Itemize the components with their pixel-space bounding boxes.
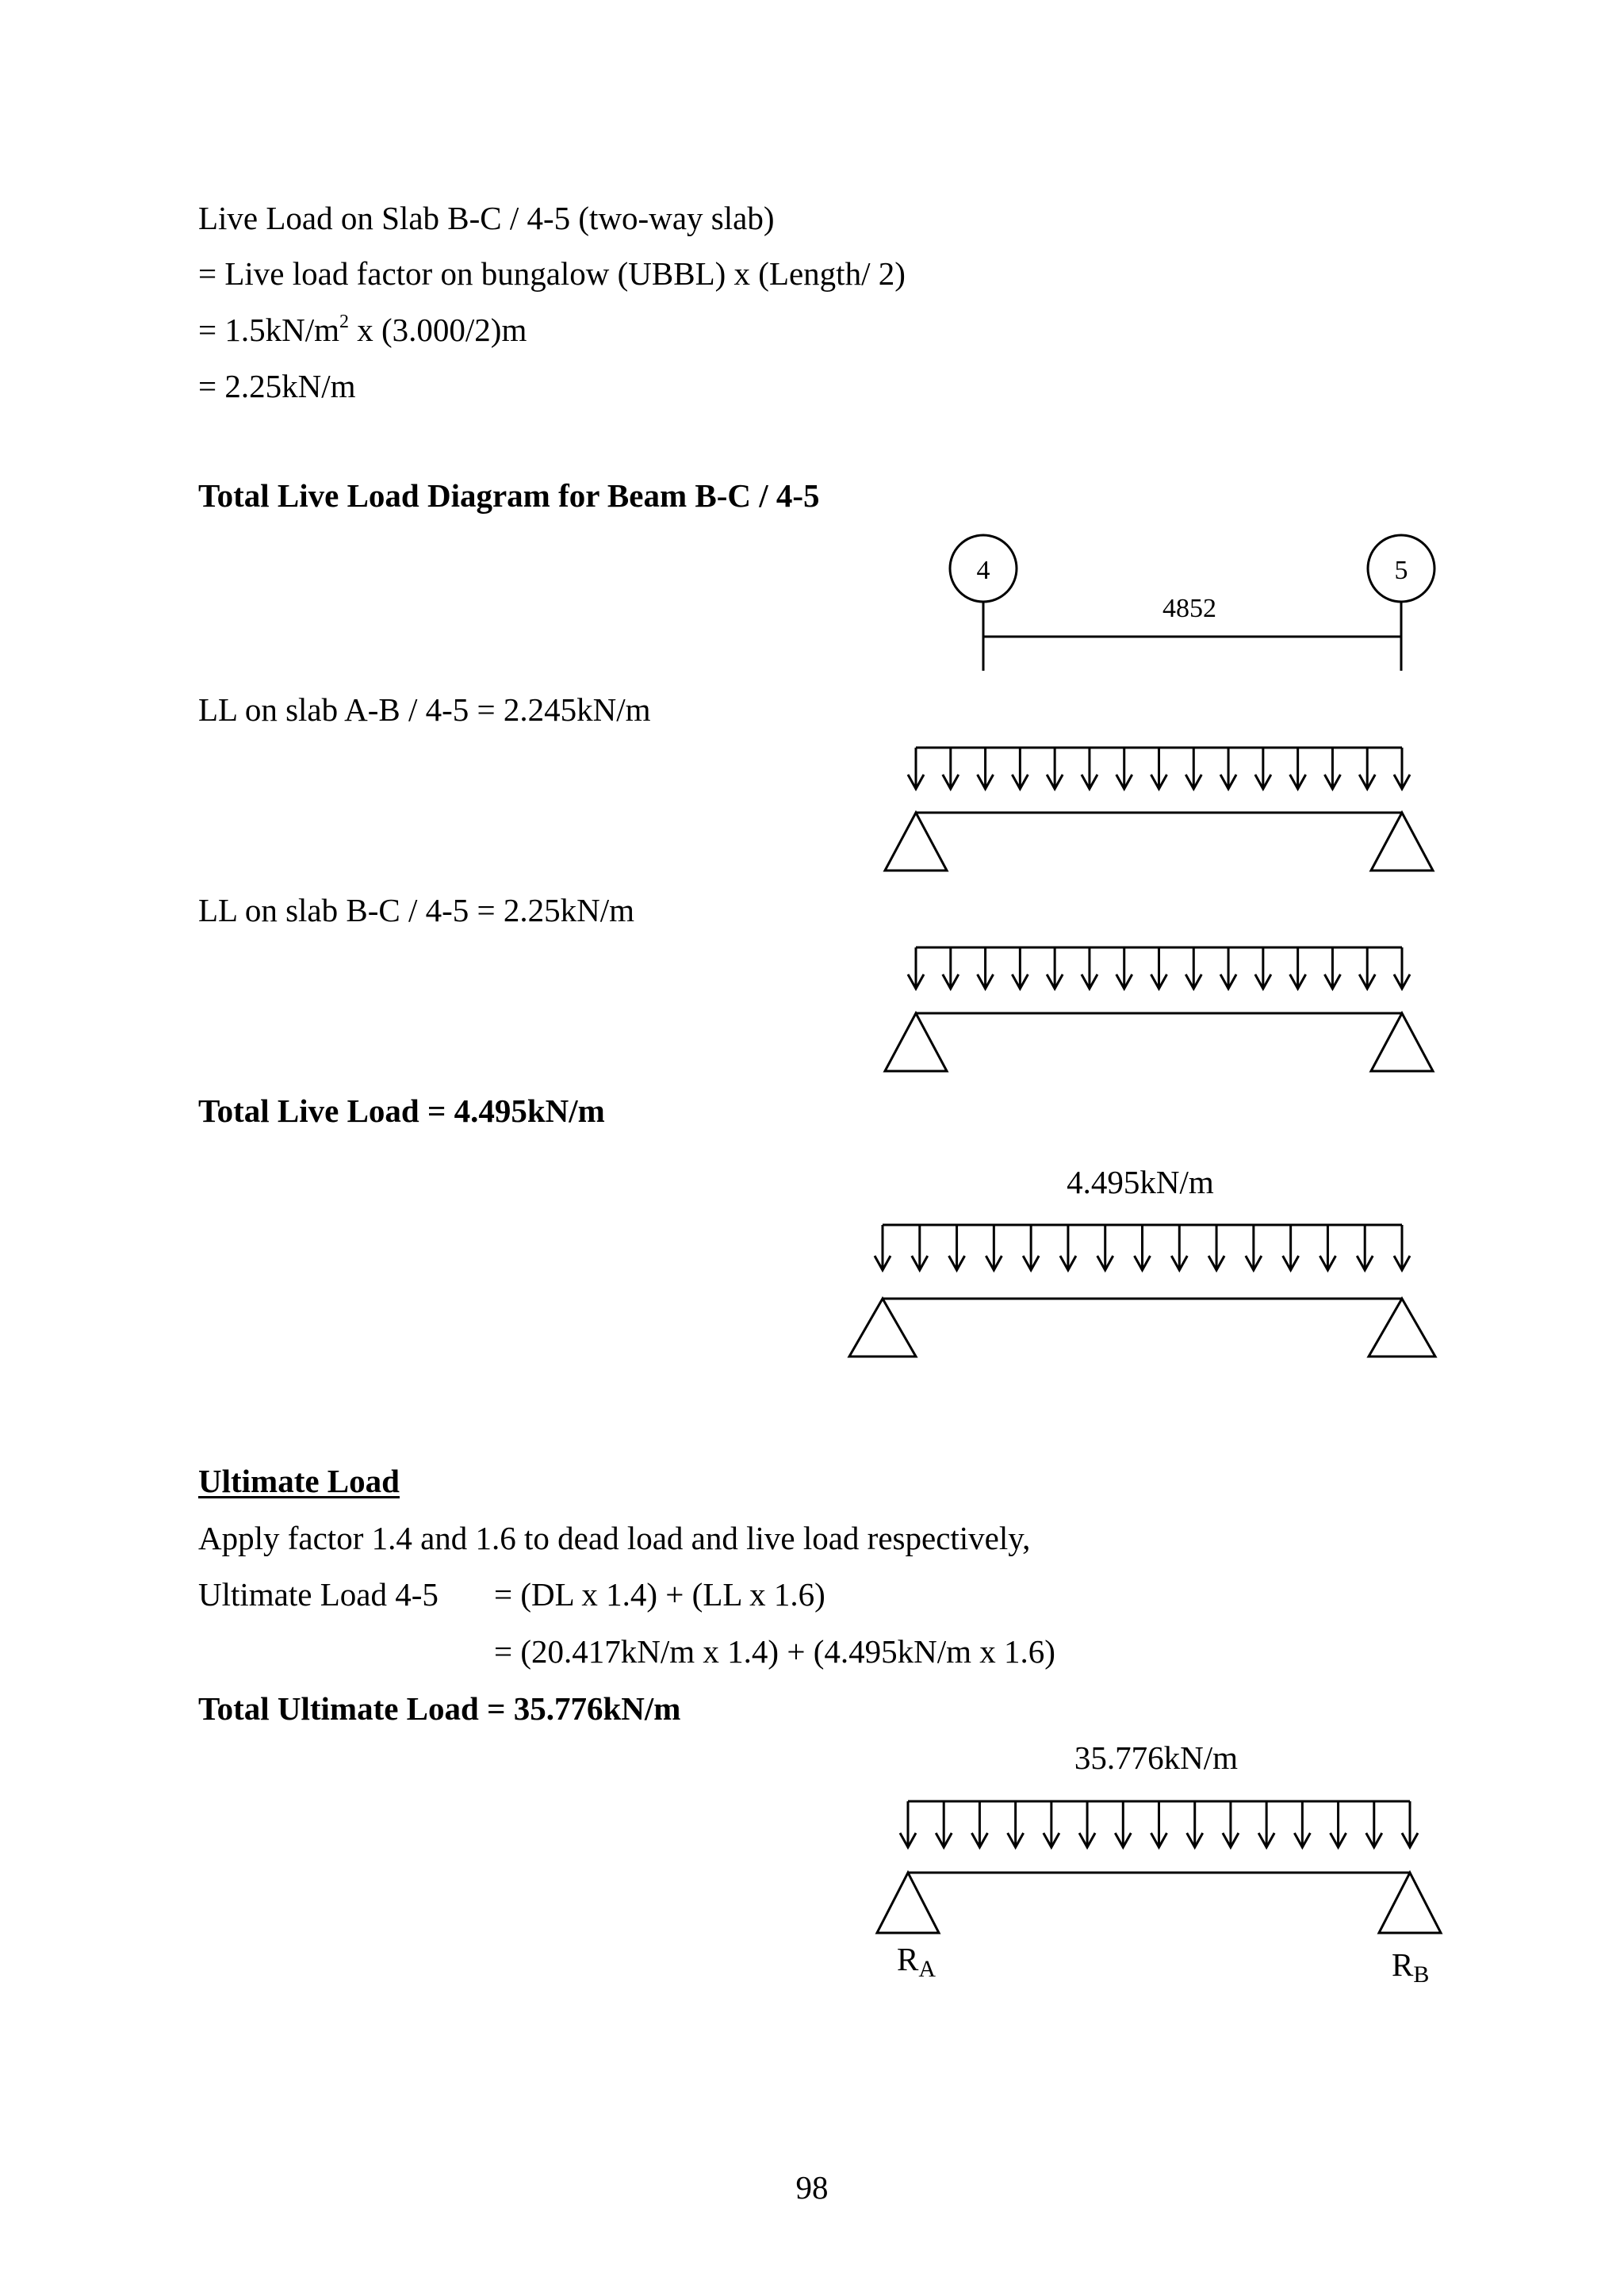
ultimate-intro: Apply factor 1.4 and 1.6 to dead load and live load respectively, bbox=[198, 1520, 1031, 1556]
beam-ll-ab-support-left bbox=[885, 813, 947, 871]
ultimate-label: Ultimate Load 4-5 bbox=[198, 1576, 439, 1613]
ultimate-eq2: = (20.417kN/m x 1.4) + (4.495kN/m x 1.6) bbox=[494, 1633, 1055, 1670]
diagram-heading: Total Live Load Diagram for Beam B-C / 4-5 bbox=[198, 477, 820, 514]
ultimate-udl-label: 35.776kN/m bbox=[1074, 1739, 1239, 1776]
beam-total-ll-support-right bbox=[1369, 1299, 1435, 1357]
beam-total-ll-support-left bbox=[849, 1299, 916, 1357]
beam-ultimate-support-right bbox=[1379, 1873, 1441, 1933]
total-live-load: Total Live Load = 4.495kN/m bbox=[198, 1093, 605, 1129]
reaction-a-label: RA bbox=[897, 1941, 936, 1982]
live-load-calc: = $1.5kN/m^2$ x (3.000/2)m bbox=[198, 312, 527, 348]
grid-label-5: 5 bbox=[1394, 556, 1408, 585]
total-ll-udl-label: 4.495kN/m bbox=[1067, 1164, 1214, 1200]
page-number: 98 bbox=[795, 2169, 829, 2206]
ll-slab-ab: LL on slab A-B / 4-5 = 2.245kN/m bbox=[198, 691, 651, 728]
ll-slab-bc: LL on slab B-C / 4-5 = 2.25kN/m bbox=[198, 892, 635, 928]
live-load-title: Live Load on Slab B-C / 4-5 (two-way slab) bbox=[198, 200, 775, 236]
grid-label-4: 4 bbox=[976, 556, 990, 585]
beam-ll-bc-support-left bbox=[885, 1013, 947, 1071]
live-load-formula: = Live load factor on bungalow (UBBL) x (Length/ 2) bbox=[198, 255, 906, 292]
live-load-result: = 2.25kN/m bbox=[198, 368, 356, 404]
beam-ll-ab-support-right bbox=[1371, 813, 1433, 871]
ultimate-eq1: = (DL x 1.4) + (LL x 1.6) bbox=[494, 1576, 825, 1613]
ultimate-heading: Ultimate Load bbox=[198, 1463, 400, 1499]
reaction-b-label: RB bbox=[1392, 1946, 1430, 1988]
beam-ll-bc-support-right bbox=[1371, 1013, 1433, 1071]
beam-ultimate-support-left bbox=[877, 1873, 939, 1933]
ultimate-total: Total Ultimate Load = 35.776kN/m bbox=[198, 1690, 681, 1727]
span-dimension: 4852 bbox=[1162, 594, 1216, 623]
